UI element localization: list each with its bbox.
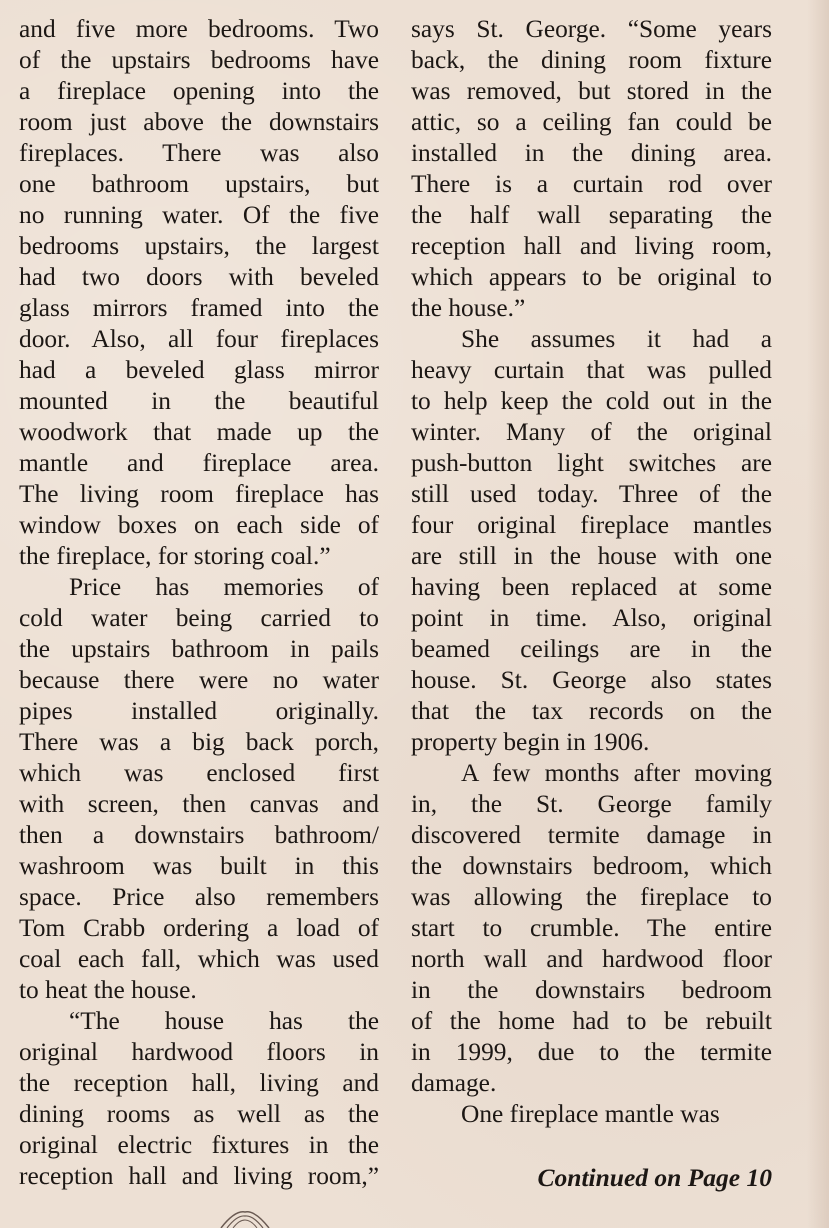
article-text-line: the half wall separating the	[411, 201, 772, 229]
article-text-line: which appears to be original to	[411, 263, 772, 291]
article-text-line: glass mirrors framed into the	[19, 294, 379, 322]
article-text-line: space. Price also remembers	[19, 883, 379, 911]
article-text-line: washroom was built in this	[19, 852, 379, 880]
article-text-line: of the upstairs bedrooms have	[19, 46, 379, 74]
article-text-line: had two doors with beveled	[19, 263, 379, 291]
article-text-line: door. Also, all four fireplaces	[19, 325, 379, 353]
article-text-line: mantle and fireplace area.	[19, 449, 379, 477]
article-text-line: window boxes on each side of	[19, 511, 379, 539]
article-text-line: four original fireplace mantles	[411, 511, 772, 539]
article-text-line: beamed ceilings are in the	[411, 635, 772, 663]
article-text-line: was allowing the fireplace to	[411, 883, 772, 911]
article-text-line: in, the St. George family	[411, 790, 772, 818]
decorative-ornament-icon	[217, 1208, 273, 1228]
article-text-line: original electric fixtures in the	[19, 1131, 379, 1159]
article-text-line: bedrooms upstairs, the largest	[19, 232, 379, 260]
article-text-line: back, the dining room fixture	[411, 46, 772, 74]
article-text-line: mounted in the beautiful	[19, 387, 379, 415]
article-text-line: a fireplace opening into the	[19, 77, 379, 105]
article-text-line: original hardwood floors in	[19, 1038, 379, 1066]
article-text-line: heavy curtain that was pulled	[411, 356, 772, 384]
article-text-line: house. St. George also states	[411, 666, 772, 694]
article-text-line: the downstairs bedroom, which	[411, 852, 772, 880]
article-text-line: fireplaces. There was also	[19, 139, 379, 167]
article-text-line: start to crumble. The entire	[411, 914, 772, 942]
article-text-line: that the tax records on the	[411, 697, 772, 725]
article-right-column	[411, 14, 772, 1130]
article-text-line: attic, so a ceiling fan could be	[411, 108, 772, 136]
article-text-line: reception hall and living room,”	[19, 1162, 379, 1190]
article-text-line: Tom Crabb ordering a load of	[19, 914, 379, 942]
article-text-line: the upstairs bathroom in pails	[19, 635, 379, 663]
article-text-line: was removed, but stored in the	[411, 77, 772, 105]
article-text-line: She assumes it had a	[461, 325, 772, 353]
article-text-line: then a downstairs bathroom/	[19, 821, 379, 849]
article-text-line: There was a big back porch,	[19, 728, 379, 756]
article-text-line: in the downstairs bedroom	[411, 976, 772, 1004]
continued-on-page-note: Continued on Page 10	[537, 1163, 772, 1192]
article-text-line: winter. Many of the original	[411, 418, 772, 446]
article-text-line: and five more bedrooms. Two	[19, 15, 379, 43]
article-text-line: still used today. Three of the	[411, 480, 772, 508]
article-text-line: One fireplace mantle was	[461, 1100, 720, 1128]
article-text-line: of the home had to be rebuilt	[411, 1007, 772, 1035]
article-text-line: reception hall and living room,	[411, 232, 772, 260]
article-text-line: the reception hall, living and	[19, 1069, 379, 1097]
article-left-column	[19, 14, 379, 1192]
article-text-line: to help keep the cold out in the	[411, 387, 772, 415]
article-text-line: property begin in 1906.	[411, 728, 650, 756]
article-text-line: the fireplace, for storing coal.”	[19, 542, 331, 570]
article-text-line: with screen, then canvas and	[19, 790, 379, 818]
article-text-line: north wall and hardwood floor	[411, 945, 772, 973]
article-text-line: installed in the dining area.	[411, 139, 772, 167]
article-text-line: the house.”	[411, 294, 526, 322]
article-text-line: in 1999, due to the termite	[411, 1038, 772, 1066]
article-text-line: says St. George. “Some years	[411, 15, 772, 43]
article-text-line: point in time. Also, original	[411, 604, 772, 632]
article-text-line: damage.	[411, 1069, 497, 1097]
article-text-line: room just above the downstairs	[19, 108, 379, 136]
article-text-line: There is a curtain rod over	[411, 170, 772, 198]
article-text-line: “The house has the	[69, 1007, 379, 1035]
page-edge-shadow	[807, 0, 829, 1228]
article-text-line: because there were no water	[19, 666, 379, 694]
article-text-line: had a beveled glass mirror	[19, 356, 379, 384]
article-text-line: coal each fall, which was used	[19, 945, 379, 973]
article-text-line: one bathroom upstairs, but	[19, 170, 379, 198]
article-text-line: discovered termite damage in	[411, 821, 772, 849]
article-text-line: which was enclosed first	[19, 759, 379, 787]
article-text-line: no running water. Of the five	[19, 201, 379, 229]
article-text-line: A few months after moving	[461, 759, 772, 787]
article-text-line: dining rooms as well as the	[19, 1100, 379, 1128]
article-text-line: Price has memories of	[69, 573, 379, 601]
article-text-line: pipes installed originally.	[19, 697, 379, 725]
article-text-line: cold water being carried to	[19, 604, 379, 632]
article-text-line: push-button light switches are	[411, 449, 772, 477]
article-text-line: are still in the house with one	[411, 542, 772, 570]
article-text-line: woodwork that made up the	[19, 418, 379, 446]
article-text-line: having been replaced at some	[411, 573, 772, 601]
article-text-line: to heat the house.	[19, 976, 197, 1004]
article-text-line: The living room fireplace has	[19, 480, 379, 508]
